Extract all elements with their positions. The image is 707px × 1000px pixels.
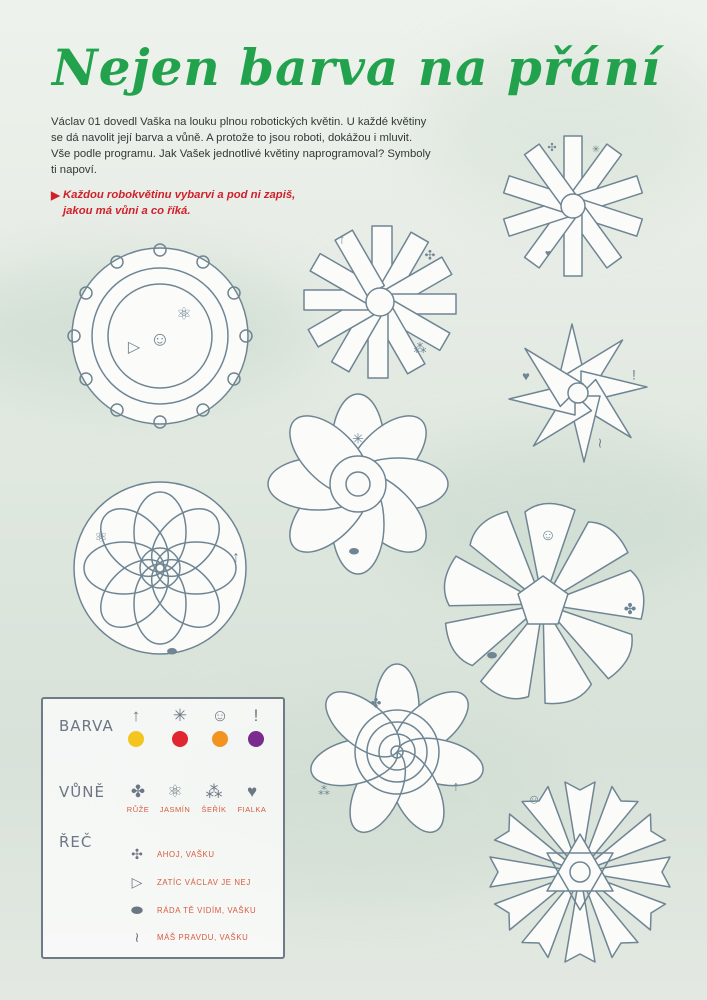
flower-loop-hearts[interactable] <box>74 482 246 658</box>
flower4-symbol-3: ≀ <box>597 434 603 451</box>
rec-item-1 <box>127 845 215 863</box>
flower6-symbol-1: ⚛ <box>94 528 108 546</box>
rec-text-4: MÁŠ PRAVDU, VAŠKU <box>157 932 249 942</box>
vune-item-1 <box>121 783 155 814</box>
flower3-symbol-1: ✳ <box>352 430 364 447</box>
legend-box <box>41 697 285 959</box>
flower1-symbol-2: ⚛ <box>176 304 192 324</box>
barva-item-4 <box>239 707 273 747</box>
intro-text: Václav 01 dovedl Vaška na louku plnou robotických květin. U každé květiny se dá navolit její barva a vůně. A protože to jsou roboti, dokážou i mluvit. Vše podle programu. Jak Vašek jednotlivé květiny naprogramoval? Symboly ti napoví. <box>51 116 431 176</box>
rec-text-2: ZATÍC VÁCLAV JE NEJ <box>157 877 251 887</box>
flower6-symbol-2: ↑ <box>232 549 240 567</box>
task-line-2: jakou má vůni a co říká. <box>63 205 191 217</box>
tulip-icon: ♥ <box>246 782 258 801</box>
flower7-symbol-1: ☺ <box>539 527 557 545</box>
flower6-symbol-3: ⬬ <box>166 644 178 659</box>
vune-label-4: FIALKA <box>237 805 267 814</box>
flower3-symbol-2: ⬬ <box>348 544 360 559</box>
flower-swirl-fan[interactable] <box>440 503 648 709</box>
vune-label-2: JASMÍN <box>159 805 191 814</box>
flower4-symbol-2: ! <box>632 366 636 383</box>
flower-spiral-beads[interactable] <box>306 664 487 841</box>
flower7-symbol-2: ✤ <box>623 600 637 618</box>
rec-text-1: AHOJ, VAŠKU <box>157 849 215 859</box>
vune-item-3 <box>197 783 231 814</box>
flower5-symbol-1: ✳ <box>591 144 601 156</box>
flower-daisy[interactable] <box>268 394 448 574</box>
flower-kaleido-star[interactable] <box>490 782 670 962</box>
flower7-symbol-3: ⬬ <box>486 648 498 663</box>
smiley-icon: ☺ <box>211 706 229 725</box>
flower8-symbol-2: ⁂ <box>318 784 330 799</box>
clover-icon: ✤ <box>130 782 146 801</box>
flower4-symbol-1: ♥ <box>522 368 530 384</box>
arrow-up-icon: ↑ <box>131 706 141 725</box>
flower5-symbol-3: ♥ <box>545 248 551 260</box>
flower9-symbol-1: ☺ <box>527 791 541 807</box>
exclamation-icon: ! <box>253 706 259 725</box>
flower2-symbol-1: ↑ <box>338 230 346 247</box>
vune-label-3: ŠEŘÍK <box>201 805 227 814</box>
rec-item-2 <box>127 873 251 891</box>
purple-swatch <box>248 731 264 747</box>
flower-cone-petals[interactable] <box>509 324 647 462</box>
vune-item-2 <box>158 783 192 814</box>
task-line-1: Každou robokvětinu vybarvi a pod ni zapiš, <box>63 189 296 201</box>
rec-item-3 <box>127 901 256 919</box>
barva-item-2 <box>163 707 197 747</box>
red-swatch <box>172 731 188 747</box>
barva-item-1 <box>119 707 153 747</box>
three-dots-icon: ⁂ <box>205 782 223 801</box>
cross-outline-icon: ✣ <box>131 845 143 862</box>
yellow-swatch <box>128 731 144 747</box>
vune-label-1: RŮŽE <box>126 805 150 814</box>
flower1-symbol-3: ▷ <box>127 339 141 357</box>
triangle-icon: ▷ <box>131 873 143 890</box>
flower-block-petals[interactable] <box>304 226 456 378</box>
flower-gear-ring[interactable] <box>68 244 252 428</box>
flower8-symbol-3: ↑ <box>452 777 460 794</box>
vune-item-4 <box>235 783 269 814</box>
legend-rec-heading: ŘEČ <box>59 833 93 851</box>
task-arrow-icon: ▶ <box>51 190 60 202</box>
atom-icon: ⚛ <box>167 782 183 801</box>
flower8-symbol-1: ✤ <box>370 695 382 711</box>
orange-swatch <box>212 731 228 747</box>
oval-icon: ⬬ <box>131 901 143 918</box>
page-title: Nejen barva na přání <box>52 38 661 97</box>
rec-text-3: RÁDA TĚ VIDÍM, VAŠKU <box>157 905 257 915</box>
flower2-symbol-2: ✣ <box>424 247 436 263</box>
flower5-symbol-2: ✣ <box>547 141 557 154</box>
flower1-symbol-1: ☺ <box>149 328 171 351</box>
barva-item-3 <box>203 707 237 747</box>
flower-rect-star[interactable] <box>504 136 643 276</box>
squiggle-icon: ≀ <box>134 928 140 945</box>
legend-vune-heading: VŮNĚ <box>59 783 105 801</box>
asterisk-icon: ✳ <box>172 706 188 725</box>
rec-item-4 <box>127 928 248 946</box>
flower2-symbol-3: ⁂ <box>413 340 427 356</box>
legend-barva-heading: BARVA <box>59 717 114 735</box>
